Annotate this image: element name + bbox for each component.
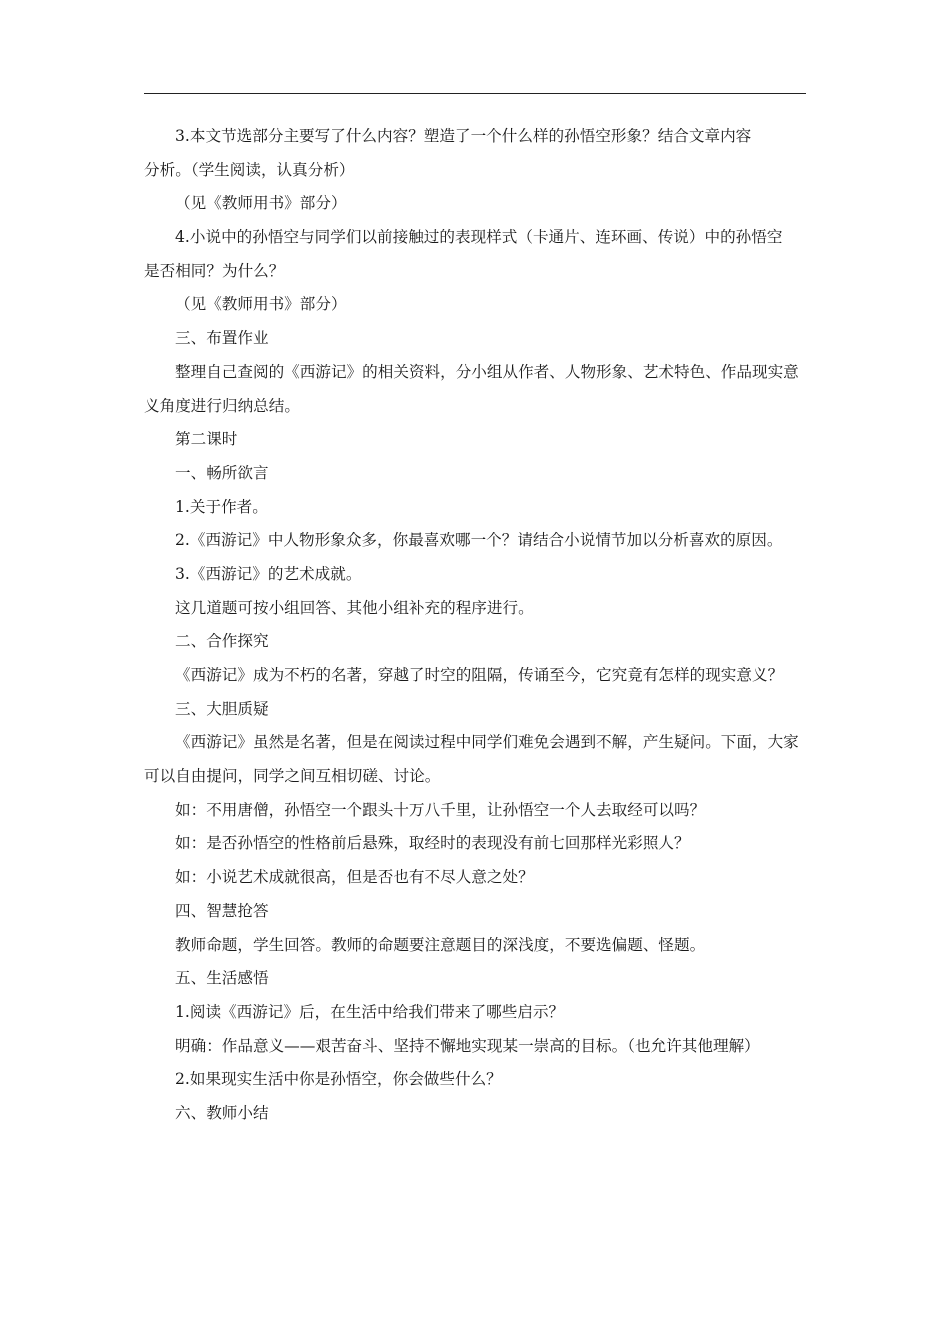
text-line: 一、畅所欲言: [175, 463, 269, 482]
text-line: 如：是否孙悟空的性格前后悬殊，取经时的表现没有前七回那样光彩照人？: [175, 834, 690, 853]
text-line: （见《教师用书》部分）: [175, 295, 347, 314]
document-body: [144, 120, 806, 1131]
text-line: 教师命题，学生回答。教师的命题要注意题目的深浅度，不要选偏题、怪题。: [175, 935, 706, 954]
text-line: 3.本文节选部分主要写了什么内容？塑造了一个什么样的孙悟空形象？结合文章内容: [175, 127, 752, 145]
text-line: 如：小说艺术成就很高，但是否也有不尽人意之处？: [175, 868, 534, 887]
text-line: 3.《西游记》的艺术成就。: [175, 564, 362, 583]
text-line: 二、合作探究: [175, 632, 269, 651]
text-line: 4.小说中的孙悟空与同学们以前接触过的表现样式（卡通片、连环画、传说）中的孙悟空: [175, 228, 783, 247]
text-line: 可以自由提问，同学之间互相切磋、讨论。: [144, 767, 441, 786]
text-line: 《西游记》成为不朽的名著，穿越了时空的阻隔，传诵至今，它究竟有怎样的现实意义？: [175, 666, 784, 684]
text-line: 四、智慧抢答: [175, 901, 269, 920]
text-line: 1.阅读《西游记》后，在生活中给我们带来了哪些启示？: [175, 1002, 565, 1021]
text-line: 2.如果现实生活中你是孙悟空，你会做些什么？: [175, 1070, 502, 1089]
text-line: 是否相同？为什么？: [144, 261, 285, 280]
text-line: 《西游记》虽然是名著，但是在阅读过程中同学们难免会遇到不解，产生疑问。下面，大家: [175, 733, 799, 752]
text-line: 1.关于作者。: [175, 497, 268, 516]
text-line: 第二课时: [175, 430, 238, 449]
text-line: 义角度进行归纳总结。: [144, 396, 300, 415]
text-line: 2.《西游记》中人物形象众多，你最喜欢哪一个？请结合小说情节加以分析喜欢的原因。: [175, 531, 783, 550]
text-line: 三、大胆质疑: [175, 699, 269, 718]
text-line: 如：不用唐僧，孙悟空一个跟头十万八千里，让孙悟空一个人去取经可以吗？: [175, 800, 706, 819]
text-line: 六、教师小结: [175, 1103, 269, 1122]
header-rule: [144, 93, 806, 94]
text-line: 明确：作品意义——艰苦奋斗、坚持不懈地实现某一崇高的目标。（也允许其他理解）: [175, 1036, 760, 1055]
text-line: 五、生活感悟: [175, 969, 269, 988]
text-line: 这几道题可按小组回答、其他小组补充的程序进行。: [175, 598, 534, 617]
text-line: 整理自己查阅的《西游记》的相关资料，分小组从作者、人物形象、艺术特色、作品现实意: [175, 362, 799, 381]
text-line: 三、布置作业: [175, 329, 269, 348]
text-line: 分析。（学生阅读，认真分析）: [144, 160, 355, 179]
text-line: （见《教师用书》部分）: [175, 194, 347, 213]
